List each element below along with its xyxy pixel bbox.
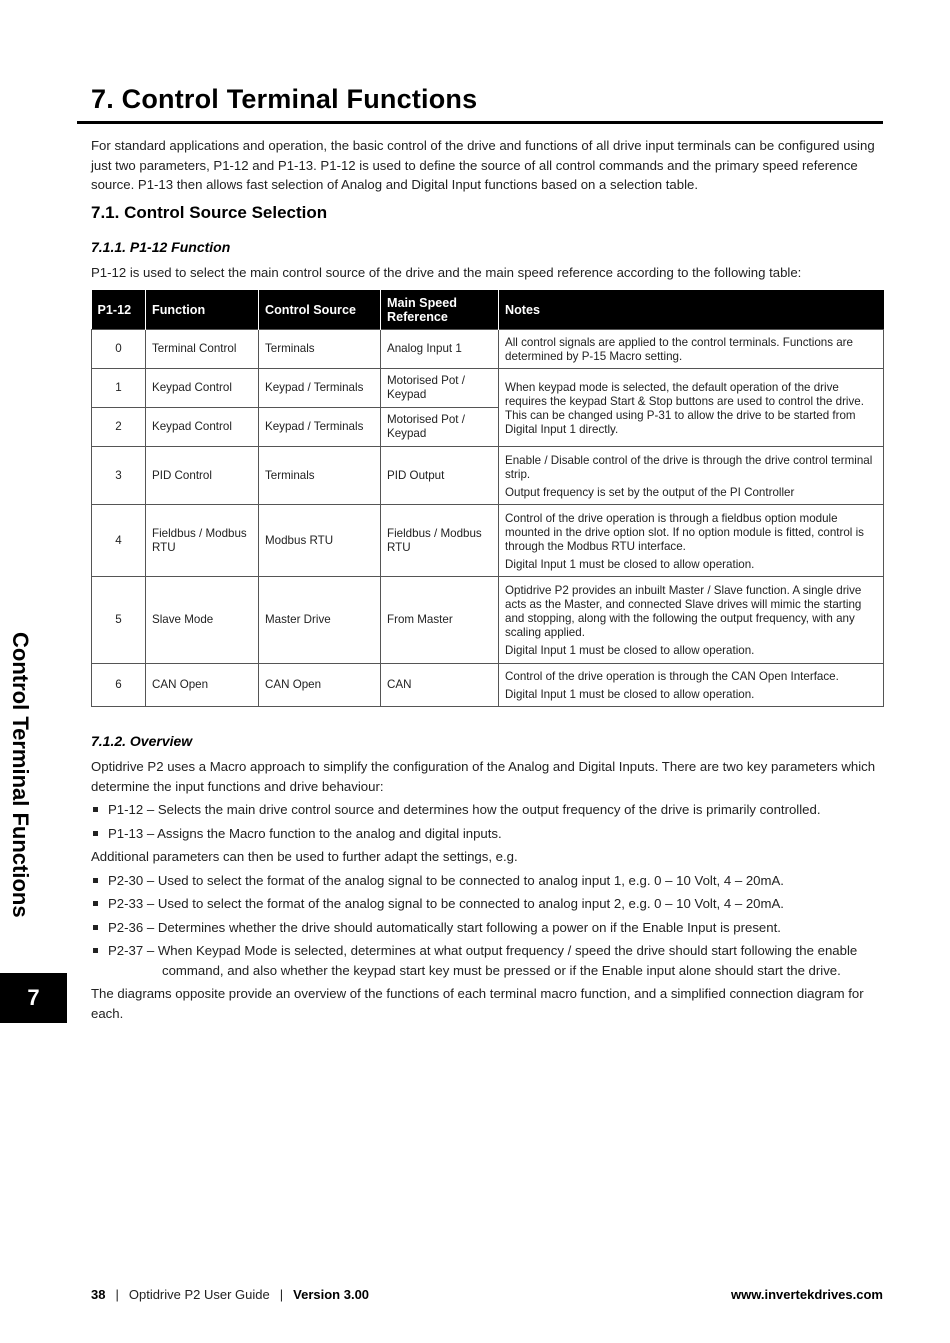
note-text: Control of the drive operation is through the CAN Open Interface. [505,670,839,683]
note-text: Control of the drive operation is through a fieldbus option module mounted in the drive option slot. If no option module is fitted, control is through the Modbus RTU interface. [505,511,864,553]
cell-reference: CAN [381,664,499,707]
cell-p1-12: 2 [92,408,146,447]
cell-reference: Fieldbus / Modbus RTU [381,505,499,577]
cell-reference: Motorised Pot / Keypad [381,408,499,447]
cell-control-source: Keypad / Terminals [259,408,381,447]
list-item: P2-33 – Used to select the format of the analog signal to be connected to analog input 2, e.g. 0 – 10 Volt, 4 – 20mA. [91,894,883,914]
cell-notes [499,505,884,577]
note-text: Digital Input 1 must be closed to allow operation. [505,688,755,701]
intro-paragraph: For standard applications and operation, the basic control of the drive and functions of all drive input terminals can be configured using just two parameters, P1-12 and P1-13. P1-12 is used to define the source of all control commands and the primary speed reference source. P1-13 then allows fast selection of Analog and Digital Input functions based on a selection table. [91,138,875,192]
note-text: Output frequency is set by the output of the PI Controller [505,485,795,499]
page-title: 7. Control Terminal Functions [91,84,478,114]
header-main-speed-reference: Main Speed Reference [381,290,499,330]
list-item: P2-36 – Determines whether the drive should automatically start following a power on if the Enable Input is present. [91,918,883,938]
key-parameter-list [91,800,883,843]
header-p1-12: P1-12 [92,290,146,330]
cell-function: Terminal Control [146,330,259,369]
chapter-side-label: Control Terminal Functions [8,632,33,918]
page-number: 38 [91,1287,106,1302]
cell-notes [499,330,884,369]
note-text: All control signals are applied to the control terminals. Functions are determined by P-15 Macro setting. [505,336,853,363]
cell-control-source: Modbus RTU [259,505,381,577]
note-text: Optidrive P2 provides an inbuilt Master / Slave function. A single drive acts as the Master, and connected Slave drives will mimic the starting and stopping, along with the following the output frequency, with any scaling applied. [505,584,862,639]
table-header-row [92,290,884,330]
page-footer [91,1287,883,1302]
additional-parameter-list [91,871,883,981]
cell-notes [499,447,884,505]
title-divider [77,121,883,124]
website-link[interactable]: www.invertekdrives.com [731,1287,883,1302]
list-item [91,941,883,980]
cell-function: Keypad Control [146,408,259,447]
cell-function: Slave Mode [146,577,259,664]
cell-reference: From Master [381,577,499,664]
cell-p1-12: 1 [92,369,146,408]
table-row [92,505,884,577]
cell-notes [499,577,884,664]
section-heading-7-1: 7.1. Control Source Selection [91,203,328,222]
note-text: When keypad mode is selected, the default operation of the drive requires the keypad Start & Stop buttons are used to control the drive. This can be changed using P-31 to allow the drive to be started from Digital Input 1 directly. [505,380,864,436]
cell-reference: PID Output [381,447,499,505]
header-control-source: Control Source [259,290,381,330]
cell-function: Fieldbus / Modbus RTU [146,505,259,577]
footer-separator: | [115,1287,119,1302]
table-row [92,664,884,707]
list-item: P1-12 – Selects the main drive control source and determines how the output frequency of the drive is primarily controlled. [91,800,883,820]
version-label: Version 3.00 [293,1287,370,1302]
cell-control-source: Keypad / Terminals [259,369,381,408]
header-function: Function [146,290,259,330]
cell-reference: Analog Input 1 [381,330,499,369]
cell-function: CAN Open [146,664,259,707]
cell-control-source: Master Drive [259,577,381,664]
cell-p1-12: 3 [92,447,146,505]
note-text: Enable / Disable control of the drive is through the drive control terminal strip. [505,453,873,481]
closing-paragraph: The diagrams opposite provide an overview of the functions of each terminal macro function, and a simplified connection diagram for each. [91,986,864,1021]
cell-control-source: Terminals [259,330,381,369]
cell-function: PID Control [146,447,259,505]
table-row [92,330,884,369]
cell-notes [499,369,884,447]
guide-name: Optidrive P2 User Guide [128,1287,270,1302]
cell-p1-12: 6 [92,664,146,707]
footer-left [91,1287,369,1302]
table-row [92,447,884,505]
section-heading-7-1-1: 7.1.1. P1-12 Function [91,239,231,255]
section-heading-7-1-2: 7.1.2. Overview [91,733,193,749]
cell-control-source: CAN Open [259,664,381,707]
list-item: P1-13 – Assigns the Macro function to the analog and digital inputs. [91,824,883,844]
cell-p1-12: 0 [92,330,146,369]
table-row [92,577,884,664]
cell-notes [499,664,884,707]
p2-37-line-2: command, and also whether the keypad start key must be pressed or if the Enable input alone should start the drive. [162,962,841,978]
p2-37-line-1: P2-37 – When Keypad Mode is selected, determines at what output frequency / speed the drive should start following the enable [108,943,858,958]
header-notes: Notes [499,290,884,330]
note-text: Digital Input 1 must be closed to allow operation. [505,644,755,657]
footer-separator: | [279,1287,284,1302]
cell-control-source: Terminals [259,447,381,505]
table-row [92,369,884,408]
cell-function: Keypad Control [146,369,259,408]
p1-12-intro: P1-12 is used to select the main control source of the drive and the main speed reference according to the following table: [91,265,802,280]
overview-section [91,757,883,1023]
list-item: P2-30 – Used to select the format of the analog signal to be connected to analog input 1, e.g. 0 – 10 Volt, 4 – 20mA. [91,871,883,891]
control-source-table [91,290,884,707]
note-text: Digital Input 1 must be closed to allow operation. [505,557,755,571]
cell-p1-12: 5 [92,577,146,664]
cell-p1-12: 4 [92,505,146,577]
cell-reference: Motorised Pot / Keypad [381,369,499,408]
chapter-tab: 7 [0,973,67,1023]
additional-intro: Additional parameters can then be used to further adapt the settings, e.g. [91,849,518,864]
overview-intro: Optidrive P2 uses a Macro approach to simplify the configuration of the Analog and Digital Inputs. There are two key parameters which determine the input functions and drive behaviour: [91,759,876,794]
